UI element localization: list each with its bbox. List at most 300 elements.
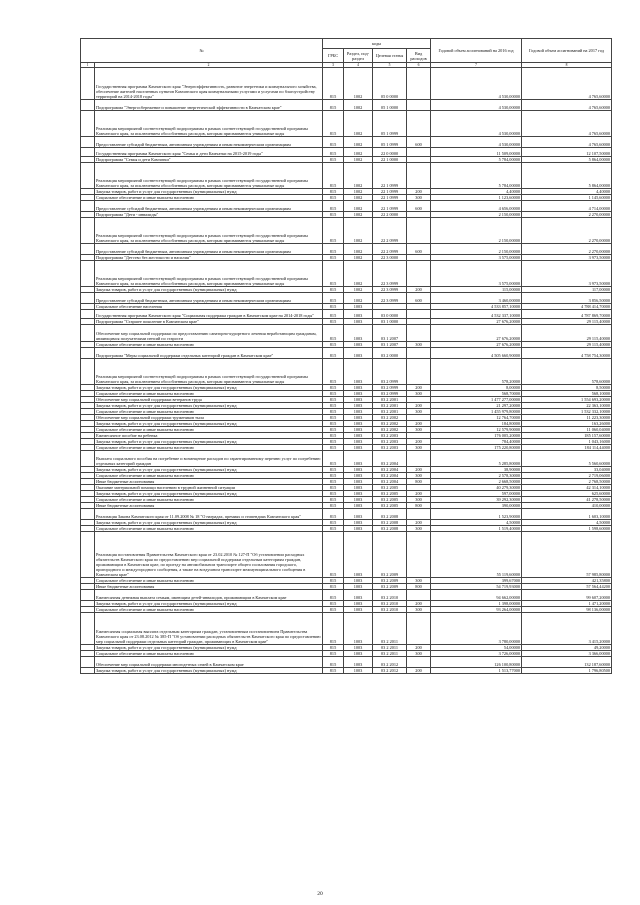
row-volume-2017-cell: 2 270,00000	[522, 244, 612, 255]
row-grbs-cell: 815	[323, 384, 344, 390]
row-type-cell: 300	[407, 195, 431, 201]
row-grbs-cell: 815	[323, 426, 344, 432]
row-target-cell: 05 1 0999	[373, 110, 407, 136]
row-type-cell: 200	[407, 491, 431, 497]
row-name-cell: Реализация мероприятий соответствующей подпрограммы в рамках соответствующей государственной программы Камчатского края, за исключением обособленных расходов, которым присваиваются уникальные коды	[95, 358, 323, 384]
row-section-cell: 1002	[344, 157, 373, 163]
row-name-cell: Реализация мероприятий соответствующей подпрограммы в рамках соответствующей государственной программы Камчатского края, за исключением обособленных расходов, которым присваиваются уникальные коды	[95, 218, 323, 244]
row-target-cell: 03 2 0999	[373, 384, 407, 390]
row-section-cell: 1003	[344, 414, 373, 420]
row-volume-2017-cell: 4 758 754,30000	[522, 347, 612, 358]
row-type-cell	[407, 218, 431, 244]
header-volume-2017: Годовой объем ассигнований на 2017 год	[522, 39, 612, 63]
row-target-cell: 03 2 2009	[373, 578, 407, 584]
row-name-cell: Социальное обеспечение и иные выплаты населению	[95, 408, 323, 414]
row-section-cell: 1002	[344, 218, 373, 244]
row-volume-2016-cell: 399,67000	[431, 578, 522, 584]
row-number-cell	[81, 667, 95, 673]
row-volume-2017-cell: 185 157,60000	[522, 432, 612, 438]
row-name-cell: Закупка товаров, работ и услуг для государственных (муниципальных) нужд	[95, 287, 323, 293]
row-volume-2017-cell: 12 107,50000	[522, 147, 612, 157]
row-grbs-cell: 815	[323, 444, 344, 450]
row-volume-2017-cell: 4 765,60000	[522, 68, 612, 100]
header-index: 7	[431, 63, 522, 68]
row-name-cell: Закупка товаров, работ и услуг для государственных (муниципальных) нужд	[95, 189, 323, 195]
row-volume-2016-cell: 93 264,00000	[431, 607, 522, 613]
row-name-cell: Закупка товаров, работ и услуг для государственных (муниципальных) нужд	[95, 601, 323, 607]
row-name-cell: Закупка товаров, работ и услуг для государственных (муниципальных) нужд	[95, 420, 323, 426]
row-grbs-cell: 815	[323, 163, 344, 189]
row-name-cell: Ежемесячное пособие на ребенка	[95, 432, 323, 438]
row-number-cell	[81, 347, 95, 358]
row-number-cell	[81, 293, 95, 304]
row-name-cell: Закупка товаров, работ и услуг для государственных (муниципальных) нужд	[95, 402, 323, 408]
row-section-cell: 1003	[344, 509, 373, 520]
row-volume-2016-cell: 4 505 660,90000	[431, 347, 522, 358]
row-type-cell	[407, 260, 431, 286]
row-type-cell	[407, 613, 431, 645]
row-type-cell: 300	[407, 651, 431, 657]
row-volume-2017-cell: 1 471,20000	[522, 601, 612, 607]
row-name-cell: Закупка товаров, работ и услуг для государственных (муниципальных) нужд	[95, 438, 323, 444]
row-volume-2016-cell: 4 533 857,10000	[431, 303, 522, 309]
row-type-cell: 300	[407, 497, 431, 503]
row-volume-2016-cell: 12 764,70000	[431, 414, 522, 420]
row-type-cell: 300	[407, 578, 431, 584]
row-volume-2016-cell: 1 123,60000	[431, 195, 522, 201]
table-row	[81, 201, 612, 212]
row-section-cell: 1002	[344, 110, 373, 136]
row-grbs-cell: 815	[323, 601, 344, 607]
header-section: Раздел, под-раздел	[344, 49, 373, 63]
table-row	[81, 136, 612, 147]
row-target-cell: 03 2 2003	[373, 438, 407, 444]
row-type-cell	[407, 509, 431, 520]
row-volume-2017-cell: 1 145,60000	[522, 195, 612, 201]
row-name-cell: Социальное обеспечение и иные выплаты населению	[95, 651, 323, 657]
row-section-cell: 1003	[344, 325, 373, 341]
row-volume-2016-cell: 784,40000	[431, 438, 522, 444]
row-volume-2017-cell: 5 864,00000	[522, 157, 612, 163]
row-volume-2016-cell: 2 150,00000	[431, 218, 522, 244]
row-type-cell: 200	[407, 420, 431, 426]
row-target-cell: 03 2 2012	[373, 657, 407, 668]
row-target-cell: 03 2 2011	[373, 613, 407, 645]
row-type-cell	[407, 657, 431, 668]
row-volume-2016-cell: 1 523,90000	[431, 509, 522, 520]
row-target-cell: 03 1 2007	[373, 341, 407, 347]
row-volume-2016-cell: 4 530,00000	[431, 136, 522, 147]
row-type-cell: 300	[407, 426, 431, 432]
row-target-cell: 03 2 2005	[373, 497, 407, 503]
table-row	[81, 450, 612, 466]
row-volume-2017-cell: 1 554 693,20000	[522, 396, 612, 402]
row-grbs-cell: 815	[323, 325, 344, 341]
row-name-cell: Иные бюджетные ассигнования	[95, 584, 323, 590]
row-number-cell	[81, 657, 95, 668]
row-target-cell: 22 2 0000	[373, 212, 407, 218]
row-grbs-cell: 815	[323, 607, 344, 613]
header-type: Вид расходов	[407, 49, 431, 63]
row-volume-2016-cell: 11 509,00000	[431, 147, 522, 157]
row-volume-2017-cell: 11 223,30000	[522, 414, 612, 420]
row-grbs-cell: 815	[323, 531, 344, 578]
row-number-cell	[81, 358, 95, 384]
row-volume-2016-cell: 2 668,50000	[431, 479, 522, 485]
row-volume-2017-cell: 29 115,40000	[522, 341, 612, 347]
row-grbs-cell: 815	[323, 667, 344, 673]
row-name-cell: Иные бюджетные ассигнования	[95, 479, 323, 485]
row-section-cell: 1002	[344, 195, 373, 201]
row-volume-2017-cell: 41 278,50000	[522, 497, 612, 503]
row-target-cell: 03 2 0999	[373, 358, 407, 384]
row-number-cell	[81, 590, 95, 601]
budget-table	[80, 38, 612, 674]
table-row	[81, 358, 612, 384]
row-name-cell: Социальное обеспечение и иные выплаты населению	[95, 195, 323, 201]
row-target-cell: 03 2 2008	[373, 519, 407, 525]
row-number-cell	[81, 531, 95, 578]
row-grbs-cell: 815	[323, 390, 344, 396]
row-target-cell: 03 2 2002	[373, 426, 407, 432]
row-section-cell: 1002	[344, 189, 373, 195]
row-target-cell: 03 2 0000	[373, 347, 407, 358]
row-volume-2017-cell: 421,35800	[522, 578, 612, 584]
row-name-cell: Реализация постановления Правительства Камчатского края от 23.02.2010 № 127-П "Об установлении расходных обязательств Камчатского края по предоставлению мер социальной поддержки отдельным категориям граждан, проживающим в Камчатском крае, по проезду на автомобильном транспорте общего пользования городского, пригородного и междугородного сообщения, а также на воздушном транспорте межмуниципального сообщения в Камчатском крае"	[95, 531, 323, 578]
row-grbs-cell: 815	[323, 432, 344, 438]
row-number-cell	[81, 147, 95, 157]
row-section-cell: 1003	[344, 590, 373, 601]
row-volume-2017-cell: 578,60000	[522, 358, 612, 384]
row-grbs-cell: 815	[323, 651, 344, 657]
row-name-cell: Подпрограмма "Семья и дети Камчатки"	[95, 157, 323, 163]
header-volume-2016: Годовой объем ассигнований на 2016 год	[431, 39, 522, 63]
row-section-cell: 1003	[344, 408, 373, 414]
row-name-cell: Социальное обеспечение и иные выплаты населению	[95, 426, 323, 432]
row-grbs-cell: 815	[323, 438, 344, 444]
row-volume-2017-cell: 4 787 869,70000	[522, 309, 612, 319]
row-section-cell: 1003	[344, 601, 373, 607]
header-number: №	[81, 39, 323, 63]
row-grbs-cell: 815	[323, 189, 344, 195]
table-row	[81, 347, 612, 358]
row-volume-2017-cell: 49,20000	[522, 645, 612, 651]
row-grbs-cell: 815	[323, 293, 344, 304]
header-index: 3	[323, 63, 344, 68]
row-name-cell: Социальное обеспечение и иные выплаты населению	[95, 497, 323, 503]
row-volume-2017-cell: 4 765,60000	[522, 136, 612, 147]
row-volume-2017-cell: 1 598,60000	[522, 525, 612, 531]
row-section-cell: 1002	[344, 287, 373, 293]
row-volume-2016-cell: 1 519,40000	[431, 525, 522, 531]
row-section-cell: 1003	[344, 491, 373, 497]
row-target-cell: 22 2 0999	[373, 244, 407, 255]
row-volume-2017-cell: 22 363,10000	[522, 402, 612, 408]
row-volume-2016-cell: 3 460,00000	[431, 293, 522, 304]
row-name-cell: Ежемесячная денежная выплата семьям, имеющим детей-инвалидов, проживающим в Камчатском крае	[95, 590, 323, 601]
row-number-cell	[81, 201, 95, 212]
row-number-cell	[81, 163, 95, 189]
row-type-cell: 200	[407, 189, 431, 195]
row-volume-2016-cell: 3 780,00000	[431, 613, 522, 645]
row-name-cell: Социальное обеспечение и иные выплаты населению	[95, 473, 323, 479]
row-volume-2016-cell: 4 530,00000	[431, 68, 522, 100]
row-grbs-cell: 815	[323, 420, 344, 426]
budget-table-sheet	[80, 38, 611, 674]
row-type-cell: 200	[407, 467, 431, 473]
row-volume-2016-cell: 2 150,00000	[431, 212, 522, 218]
row-type-cell	[407, 68, 431, 100]
row-grbs-cell: 815	[323, 657, 344, 668]
row-name-cell: Социальное обеспечение и иные выплаты населению	[95, 525, 323, 531]
row-section-cell: 1002	[344, 68, 373, 100]
row-target-cell: 03 2 2004	[373, 479, 407, 485]
table-body	[81, 68, 612, 674]
row-type-cell: 200	[407, 438, 431, 444]
row-type-cell: 200	[407, 645, 431, 651]
row-volume-2016-cell: 27 676,20000	[431, 341, 522, 347]
row-target-cell: 03 2 2003	[373, 444, 407, 450]
row-grbs-cell: 815	[323, 68, 344, 100]
row-target-cell: 03 2 2010	[373, 607, 407, 613]
row-type-cell	[407, 358, 431, 384]
row-type-cell	[407, 347, 431, 358]
row-volume-2016-cell: 4 530,00000	[431, 110, 522, 136]
row-volume-2017-cell: 184 114,44000	[522, 444, 612, 450]
row-name-cell: Обеспечение мер социальной поддержки по предоставлению санаторно-курортного лечения неработающим гражданам, являющимся получателями пенсий по старости	[95, 325, 323, 341]
row-grbs-cell: 815	[323, 414, 344, 420]
row-volume-2016-cell: 5 784,00000	[431, 157, 522, 163]
row-name-cell: Реализация мероприятий соответствующей подпрограммы в рамках соответствующей государственной программы Камчатского края, за исключением обособленных расходов, которым присваиваются уникальные коды	[95, 260, 323, 286]
row-number-cell	[81, 260, 95, 286]
row-grbs-cell: 815	[323, 497, 344, 503]
header-index: 5	[373, 63, 407, 68]
row-volume-2016-cell: 8,00000	[431, 384, 522, 390]
row-target-cell: 03 2 2009	[373, 584, 407, 590]
row-grbs-cell: 815	[323, 136, 344, 147]
table-row	[81, 325, 612, 341]
row-type-cell: 200	[407, 667, 431, 673]
row-section-cell: 1003	[344, 584, 373, 590]
header-index: 2	[95, 63, 323, 68]
row-name-cell: Закупка товаров, работ и услуг для государственных (муниципальных) нужд	[95, 491, 323, 497]
row-type-cell: 200	[407, 287, 431, 293]
row-type-cell	[407, 100, 431, 111]
row-volume-2017-cell: 4 765,60000	[522, 110, 612, 136]
row-volume-2016-cell: 38,90000	[431, 467, 522, 473]
row-grbs-cell: 815	[323, 110, 344, 136]
row-number-cell	[81, 68, 95, 100]
row-volume-2016-cell: 175 220,80000	[431, 444, 522, 450]
row-grbs-cell: 815	[323, 319, 344, 325]
header-index: 6	[407, 63, 431, 68]
row-target-cell: 03 2 2012	[373, 667, 407, 673]
row-target-cell: 03 2 2001	[373, 396, 407, 402]
row-section-cell: 1003	[344, 479, 373, 485]
row-volume-2017-cell: 132 187,60000	[522, 657, 612, 668]
row-target-cell: 03 2 2001	[373, 408, 407, 414]
row-section-cell: 1003	[344, 319, 373, 325]
row-target-cell: 03 2 2008	[373, 525, 407, 531]
row-section-cell: 1002	[344, 293, 373, 304]
row-name-cell: Социальное обеспечение и иные выплаты населению	[95, 390, 323, 396]
row-name-cell: Предоставление субсидий бюджетным, автономным учреждениям и иным некоммерческим организациям	[95, 293, 323, 304]
row-section-cell: 1002	[344, 201, 373, 212]
row-target-cell: 03 2 2005	[373, 503, 407, 509]
row-volume-2017-cell: 5 864,00000	[522, 163, 612, 189]
row-volume-2016-cell: 94 662,00000	[431, 590, 522, 601]
row-grbs-cell: 815	[323, 402, 344, 408]
row-volume-2017-cell: 4 714,00000	[522, 201, 612, 212]
row-section-cell: 1003	[344, 473, 373, 479]
row-volume-2016-cell: 4,40000	[431, 189, 522, 195]
row-section-cell: 1003	[344, 531, 373, 578]
table-row	[81, 531, 612, 578]
row-section-cell: 1002	[344, 163, 373, 189]
row-target-cell: 22 3 0999	[373, 293, 407, 304]
row-target-cell: 05 0 0000	[373, 68, 407, 100]
row-volume-2017-cell: 2 270,00000	[522, 218, 612, 244]
row-volume-2017-cell: 11 060,04000	[522, 426, 612, 432]
row-grbs-cell: 815	[323, 254, 344, 260]
row-volume-2016-cell: 3 726,00000	[431, 651, 522, 657]
row-name-cell: Закупка товаров, работ и услуг для государственных (муниципальных) нужд	[95, 645, 323, 651]
row-type-cell: 200	[407, 519, 431, 525]
row-target-cell: 03 2 2004	[373, 467, 407, 473]
row-number-cell	[81, 136, 95, 147]
row-name-cell: Подпрограмма "Дети - инвалиды"	[95, 212, 323, 218]
row-name-cell: Социальное обеспечение и иные выплаты населению	[95, 607, 323, 613]
row-name-cell: Закупка товаров, работ и услуг для государственных (муниципальных) нужд	[95, 667, 323, 673]
row-section-cell: 1003	[344, 645, 373, 651]
row-target-cell: 05 1 0999	[373, 136, 407, 147]
row-grbs-cell: 815	[323, 303, 344, 309]
header-index: 8	[522, 63, 612, 68]
row-volume-2017-cell: 2 768,50000	[522, 479, 612, 485]
row-volume-2016-cell: 126 100,80000	[431, 657, 522, 668]
row-volume-2016-cell: 40 279,30000	[431, 485, 522, 491]
row-name-cell: Реализация мероприятий соответствующей подпрограммы в рамках соответствующей государственной программы Камчатского края, за исключением обособленных расходов, которым присваиваются уникальные коды	[95, 110, 323, 136]
row-target-cell: 22 1 0000	[373, 157, 407, 163]
row-volume-2016-cell: 597,00000	[431, 491, 522, 497]
row-number-cell	[81, 613, 95, 645]
table-row	[81, 509, 612, 520]
row-section-cell: 1003	[344, 667, 373, 673]
row-volume-2017-cell: 410,00000	[522, 503, 612, 509]
row-name-cell: Подпрограмма "Энергосбережение и повышение энергетической эффективности в Камчатском крае"	[95, 100, 323, 111]
row-target-cell: 22 0 0000	[373, 147, 407, 157]
table-row	[81, 657, 612, 668]
row-grbs-cell: 815	[323, 479, 344, 485]
row-target-cell: 03 2 2004	[373, 450, 407, 466]
row-section-cell: 1003	[344, 390, 373, 396]
row-number-cell	[81, 509, 95, 520]
row-volume-2016-cell: 578,20000	[431, 358, 522, 384]
header-target: Целевая статья	[373, 49, 407, 63]
header-codes: коды	[323, 39, 431, 49]
row-name-cell: Обеспечение мер социальной поддержки многодетных семей в Камчатском крае	[95, 657, 323, 668]
row-volume-2017-cell: 163,26000	[522, 420, 612, 426]
row-target-cell: 03 2 2004	[373, 473, 407, 479]
row-type-cell: 200	[407, 384, 431, 390]
row-grbs-cell: 815	[323, 195, 344, 201]
row-type-cell: 600	[407, 201, 431, 212]
row-name-cell: Иные бюджетные ассигнования	[95, 503, 323, 509]
row-volume-2016-cell: 4 656,00000	[431, 201, 522, 212]
row-volume-2017-cell: 568,10000	[522, 390, 612, 396]
row-volume-2016-cell: 3 575,00000	[431, 260, 522, 286]
row-section-cell: 1003	[344, 519, 373, 525]
row-name-cell: Обеспечение мер социальной поддержки тружеников тыла	[95, 414, 323, 420]
row-target-cell: 03 2 2002	[373, 414, 407, 420]
table-row	[81, 667, 612, 673]
row-volume-2016-cell: 1 513,77000	[431, 667, 522, 673]
table-row	[81, 218, 612, 244]
page-number: 20	[317, 891, 323, 897]
row-grbs-cell: 815	[323, 450, 344, 466]
row-section-cell: 1003	[344, 432, 373, 438]
row-volume-2017-cell: 4,40000	[522, 189, 612, 195]
table-row	[81, 260, 612, 286]
row-grbs-cell: 815	[323, 509, 344, 520]
row-grbs-cell: 815	[323, 473, 344, 479]
row-target-cell: 03 2 0999	[373, 390, 407, 396]
table-row	[81, 293, 612, 304]
row-number-cell	[81, 450, 95, 466]
row-target-cell: 03 2 2005	[373, 485, 407, 491]
table-row	[81, 309, 612, 319]
row-type-cell	[407, 590, 431, 601]
row-name-cell: Подпрограмма "Меры социальной поддержки отдельных категорий граждан в Камчатском крае"	[95, 347, 323, 358]
row-grbs-cell: 815	[323, 212, 344, 218]
row-section-cell: 1002	[344, 244, 373, 255]
row-type-cell: 300	[407, 525, 431, 531]
row-grbs-cell: 815	[323, 485, 344, 491]
row-volume-2016-cell: 2 578,30000	[431, 473, 522, 479]
row-type-cell: 200	[407, 601, 431, 607]
row-grbs-cell: 815	[323, 347, 344, 358]
row-type-cell	[407, 163, 431, 189]
row-grbs-cell: 815	[323, 309, 344, 319]
table-row	[81, 613, 612, 645]
row-name-cell: Обеспечение мер социальной поддержки ветеранов труда	[95, 396, 323, 402]
row-section-cell: 1002	[344, 254, 373, 260]
table-row	[81, 163, 612, 189]
row-volume-2016-cell: 4,50000	[431, 519, 522, 525]
row-target-cell: 03 2 2002	[373, 420, 407, 426]
row-name-cell: Оказание материальной помощи населению в трудной жизненной ситуации	[95, 485, 323, 491]
header-index: 4	[344, 63, 373, 68]
row-type-cell: 300	[407, 408, 431, 414]
row-grbs-cell: 815	[323, 100, 344, 111]
row-section-cell: 1003	[344, 402, 373, 408]
row-target-cell: 22 1 0999	[373, 195, 407, 201]
row-volume-2016-cell: 54,00000	[431, 645, 522, 651]
row-type-cell: 800	[407, 503, 431, 509]
row-target-cell: 03 2 2003	[373, 432, 407, 438]
table-row	[81, 100, 612, 111]
row-volume-2016-cell: 568,70000	[431, 390, 522, 396]
table-row	[81, 110, 612, 136]
row-type-cell	[407, 450, 431, 466]
row-target-cell: 03 2 2010	[373, 601, 407, 607]
row-grbs-cell: 815	[323, 491, 344, 497]
row-type-cell: 800	[407, 479, 431, 485]
row-grbs-cell: 815	[323, 645, 344, 651]
row-section-cell: 1003	[344, 607, 373, 613]
row-type-cell	[407, 531, 431, 578]
row-name-cell: Предоставление субсидий бюджетным, автономным учреждениям и иным некоммерческим организациям	[95, 201, 323, 212]
